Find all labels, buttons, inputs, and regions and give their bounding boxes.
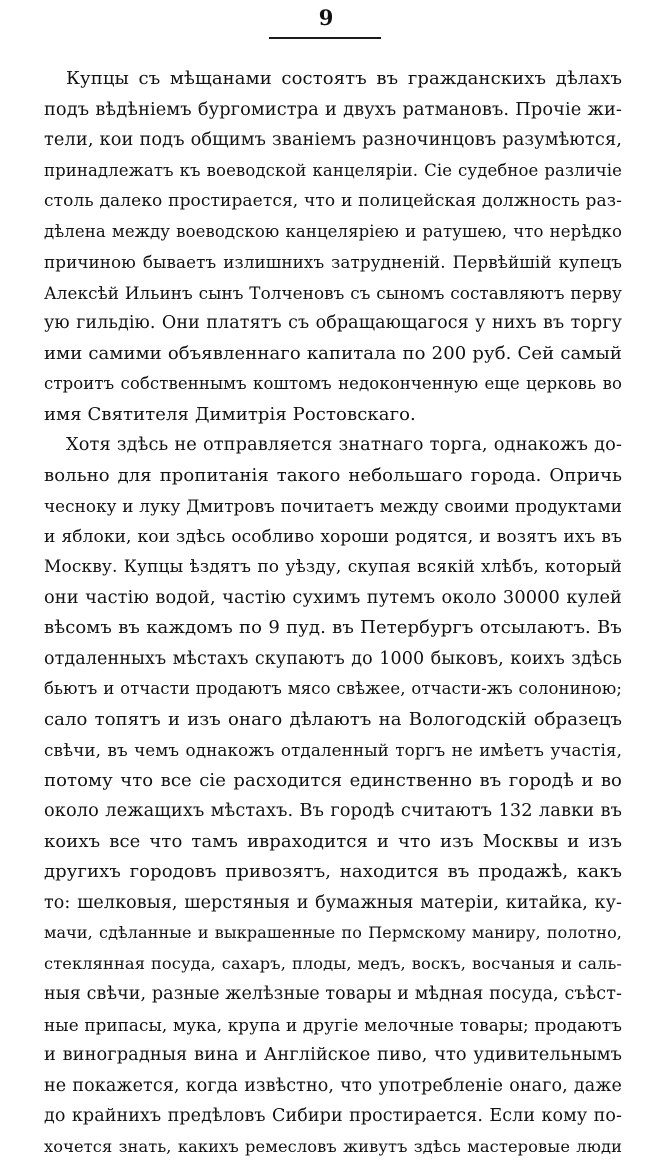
- text-line: тели, кои подъ общимъ званіемъ разночинцовъ разумѣются,: [44, 125, 622, 156]
- text-line: потому что все сіе расходится единственно въ городѣ и во: [44, 766, 622, 797]
- header-rule: [269, 37, 381, 39]
- text-line: ую гильдію. Они платятъ съ обращающагося у нихъ въ торгу: [44, 308, 622, 339]
- text-line: отдаленныхъ мѣстахъ скупаютъ до 1000 быковъ, коихъ здѣсь: [44, 644, 622, 675]
- text-line: бьютъ и отчасти продаютъ мясо свѣжее, отчасти-жъ солониною;: [44, 674, 622, 705]
- text-line: они частію водой, частію сухимъ путемъ около 30000 кулей: [44, 583, 622, 614]
- text-line: вѣсомъ въ каждомъ по 9 пуд. въ Петербургъ отсылаютъ. Въ: [44, 613, 622, 644]
- text-line: имя Святителя Димитрія Ростовскаго.: [44, 400, 622, 431]
- text-line: и яблоки, кои здѣсь особливо хороши родятся, и возятъ ихъ въ: [44, 522, 622, 553]
- text-line: Купцы съ мѣщанами состоятъ въ гражданскихъ дѣлахъ: [44, 64, 622, 95]
- text-line: ими самими объявленнаго капитала по 200 руб. Сей самый: [44, 339, 622, 370]
- text-line: около лежащихъ мѣстахъ. Въ городѣ считаютъ 132 лавки въ: [44, 796, 622, 827]
- text-line: сало топятъ и изъ онаго дѣлаютъ на Вологодскій образецъ: [44, 705, 622, 736]
- text-line: хочется знать, какихъ ремесловъ живутъ здѣсь мастеровые люди: [44, 1132, 622, 1162]
- text-line: другихъ городовъ привозятъ, находится въ продажѣ, какъ: [44, 857, 622, 888]
- text-line: не покажется, когда извѣстно, что употребленіе онаго, даже: [44, 1071, 622, 1102]
- text-line: Хотя здѣсь не отправляется знатнаго торга, однакожъ до-: [44, 430, 622, 461]
- text-line: Москву. Купцы ѣздятъ по уѣзду, скупая всякій хлѣбъ, который: [44, 552, 622, 583]
- text-line: стеклянная посуда, сахаръ, плоды, медъ, воскъ, восчаныя и саль-: [44, 949, 622, 980]
- text-line: ные припасы, мука, крупа и другіе мелочные товары; продаютъ: [44, 1010, 622, 1041]
- text-line: и виноградныя вина и Англійское пиво, что удивительнымъ: [44, 1040, 622, 1071]
- page-number: 9: [0, 4, 652, 32]
- text-line: до крайнихъ предѣловъ Сибири простирается. Если кому по-: [44, 1101, 622, 1132]
- text-line: столь далеко простирается, что и полицейская должность раз-: [44, 186, 622, 217]
- text-line: то: шелковыя, шерстяныя и бумажныя матеріи, китайка, ку-: [44, 888, 622, 919]
- text-line: Алексѣй Ильинъ сынъ Толченовъ съ сыномъ составляютъ перву: [44, 278, 622, 309]
- text-line: мачи, сдѣланные и выкрашенные по Пермскому маниру, полотно,: [44, 918, 622, 949]
- text-line: строитъ собственнымъ коштомъ недоконченную еще церковь во: [44, 369, 622, 400]
- text-line: чесноку и луку Дмитровъ почитаетъ между своими продуктами: [44, 491, 622, 522]
- text-line: коихъ все что тамъ ивраходится и что изъ Москвы и изъ: [44, 827, 622, 858]
- body-text: [44, 64, 622, 1162]
- text-line: причиною бываетъ излишнихъ затрудненій. Первѣйшій купецъ: [44, 247, 622, 278]
- text-line: свѣчи, въ чемъ однакожъ отдаленный торгъ не имѣетъ участія,: [44, 735, 622, 766]
- text-line: вольно для пропитанія такого небольшаго города. Опричь: [44, 461, 622, 492]
- text-line: принадлежатъ къ воеводской канцеляріи. Сіе судебное различіе: [44, 156, 622, 187]
- text-line: подъ вѣдѣніемъ бургомистра и двухъ ратмановъ. Прочіе жи-: [44, 95, 622, 126]
- text-line: дѣлена между воеводскою канцеляріею и ратушею, что нерѣдко: [44, 217, 622, 248]
- text-line: ныя свѣчи, разные желѣзные товары и мѣдная посуда, съѣст-: [44, 979, 622, 1010]
